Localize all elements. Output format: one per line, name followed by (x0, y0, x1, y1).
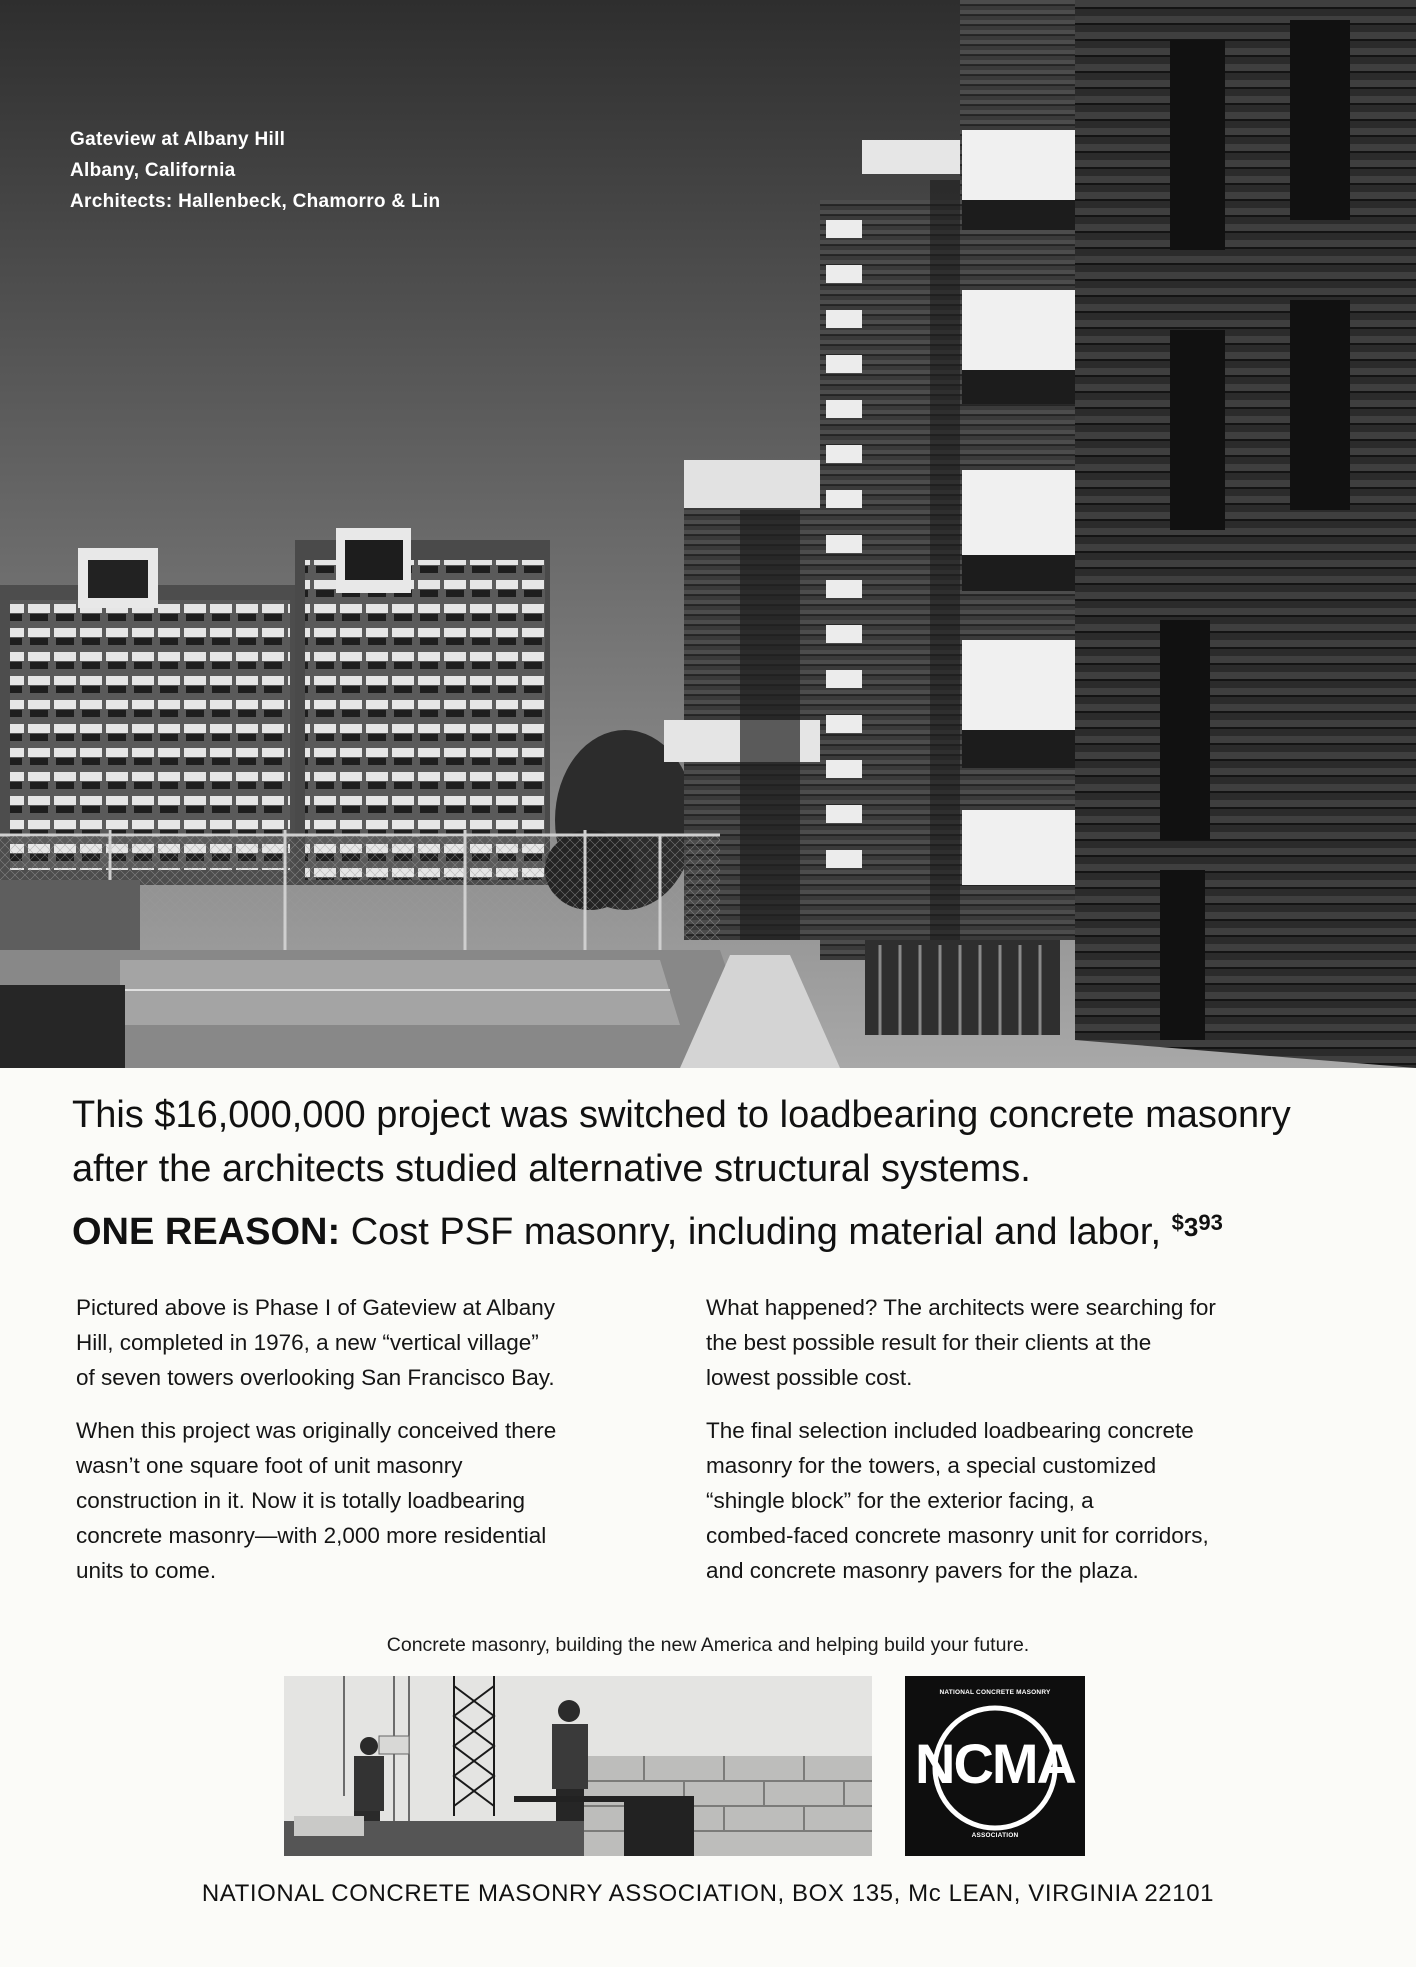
headline-line-2: after the architects studied alternative structural systems. (72, 1148, 1031, 1190)
headline-line-1: This $16,000,000 project was switched to loadbearing concrete masonry (72, 1094, 1291, 1136)
logo-mark: NCMA (915, 1732, 1075, 1795)
logo-top-text: NATIONAL CONCRETE MASONRY (939, 1689, 1051, 1696)
body-line: combed-faced concrete masonry unit for corridors, (706, 1523, 1209, 1548)
reason-text: Cost PSF masonry, including material and labor, (350, 1211, 1162, 1253)
price-dollar-sign: $ (1171, 1210, 1184, 1235)
logo-bottom-text: ASSOCIATION (971, 1832, 1019, 1839)
photo-caption (70, 124, 440, 217)
left-paragraph-2 (76, 1413, 676, 1588)
body-line: “shingle block” for the exterior facing, a (706, 1488, 1094, 1513)
caption-project-name: Gateview at Albany Hill (70, 129, 286, 150)
price-whole: 3 (1183, 1212, 1199, 1242)
tagline: Concrete masonry, building the new America and helping build your future. (386, 1634, 1030, 1656)
body-line: What happened? The architects were searching for (706, 1295, 1216, 1320)
left-paragraph-1 (76, 1290, 676, 1395)
body-line: construction in it. Now it is totally loadbearing (76, 1488, 525, 1513)
body-line: When this project was originally conceived there (76, 1418, 557, 1443)
body-line: masonry for the towers, a special customized (706, 1453, 1157, 1478)
caption-location: Albany, California (70, 160, 236, 181)
body-line: lowest possible cost. (706, 1365, 913, 1390)
body-column-left (76, 1290, 676, 1606)
body-line: and concrete masonry pavers for the plaza. (706, 1558, 1139, 1583)
headline (72, 1088, 1362, 1259)
right-paragraph-2 (706, 1413, 1306, 1588)
body-line: the best possible result for their clients at the (706, 1330, 1152, 1355)
masons-photo-illustration (284, 1676, 872, 1856)
body-line: wasn’t one square foot of unit masonry (76, 1453, 463, 1478)
body-line: concrete masonry—with 2,000 more residential (76, 1523, 547, 1548)
association-address: NATIONAL CONCRETE MASONRY ASSOCIATION, BOX 135, Mc LEAN, VIRGINIA 22101 (201, 1880, 1215, 1907)
caption-architects: Architects: Hallenbeck, Chamorro & Lin (70, 191, 441, 212)
body-column-right (706, 1290, 1306, 1606)
masons-photo (284, 1676, 872, 1856)
right-paragraph-1 (706, 1290, 1306, 1395)
body-line: Pictured above is Phase I of Gateview at Albany (76, 1295, 556, 1320)
body-line: Hill, completed in 1976, a new “vertical village” (76, 1330, 539, 1355)
ncma-logo (905, 1676, 1085, 1856)
body-line: The final selection included loadbearing concrete (706, 1418, 1194, 1443)
price-cents: 93 (1198, 1210, 1223, 1235)
headline-reason (72, 1196, 1362, 1259)
reason-label: ONE REASON: (72, 1211, 341, 1253)
body-line: of seven towers overlooking San Francisco Bay. (76, 1365, 555, 1390)
price (1172, 1211, 1223, 1253)
body-line: units to come. (76, 1558, 217, 1583)
